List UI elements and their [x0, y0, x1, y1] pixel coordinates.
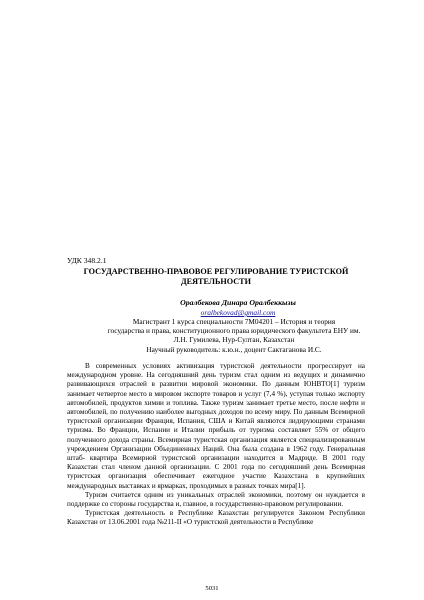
article-title: ГОСУДАРСТВЕННО-ПРАВОВОЕ РЕГУЛИРОВАНИЕ ТУРИСТСКОЙ ДЕЯТЕЛЬНОСТИ: [83, 267, 349, 286]
page-number: 5031: [205, 585, 219, 592]
udk-code: УДК 348.2.1: [67, 256, 107, 265]
paragraph: В современных условиях активизация туристской деятельности прогрессирует на международном уровне. На сегодняшний день туризм стал одним из ведущих и динамично развивающихся отраслей в развитии мировой экономики. По данным ЮНВТО[1] туризм занимает четвертое место в мировом экспорте товаров и услуг (7,4 %), уступая только экспорту автомобилей, продуктов химии и топлива. Также туризм занимает третье место, после нефти и автомобилей, по получению наиболее выгодных доходов по всему миру. По данным Всемирной туристской организации Франция, Испания, США и Китай являются лидирующими странами туризма. Во Франции, Испании и Италии прибыль от туризма составляет 55% от общего полученного дохода страны. Всемирная туристская организация является специализированным учреждением Организации Объединенных Наций. Она была создана в 1962 году. Генеральная штаб- квартира Всемирной туристской организации находится в Мадриде. В 2001 году Казахстан стал членом данной организации. С 2001 года по сегодняшний день Всемирная туристская организация обеспечивает ежегодное участие Казахстана в крупнейших международных выставках и ярмарках, проходимых в разных точках мира[1].: [67, 362, 365, 490]
author-email-link[interactable]: oralbekovad@gmail.com: [200, 308, 276, 317]
author-name: Оралбекова Динара Оралбеккызы: [180, 298, 296, 307]
paragraph: Туристская деятельность в Республике Казахстан регулируется Законом Республики Казахстан от 13.06.2001 года №211-II «О туристской деятельности в Республике: [67, 509, 365, 527]
affiliation-line: государства и права, конституционного права юридического факультета ЕНУ им.: [107, 326, 361, 336]
affiliation-line: Л.Н. Гумилева, Нур-Султан, Казахстан: [173, 335, 295, 345]
supervisor-line: Научный руководитель: к.ю.н., доцент Сактаганова И.С.: [146, 344, 322, 354]
paragraph: Туризм считается одним из уникальных отраслей экономики, поэтому он нуждается в поддержке со стороны государства и, главное, в государственно-правовом регулировании.: [67, 490, 365, 509]
author-affiliation: [74, 317, 394, 354]
article-body: [67, 362, 365, 528]
affiliation-line: Магистрант 1 курса специальности 7М04201 – История и теория: [132, 317, 336, 326]
